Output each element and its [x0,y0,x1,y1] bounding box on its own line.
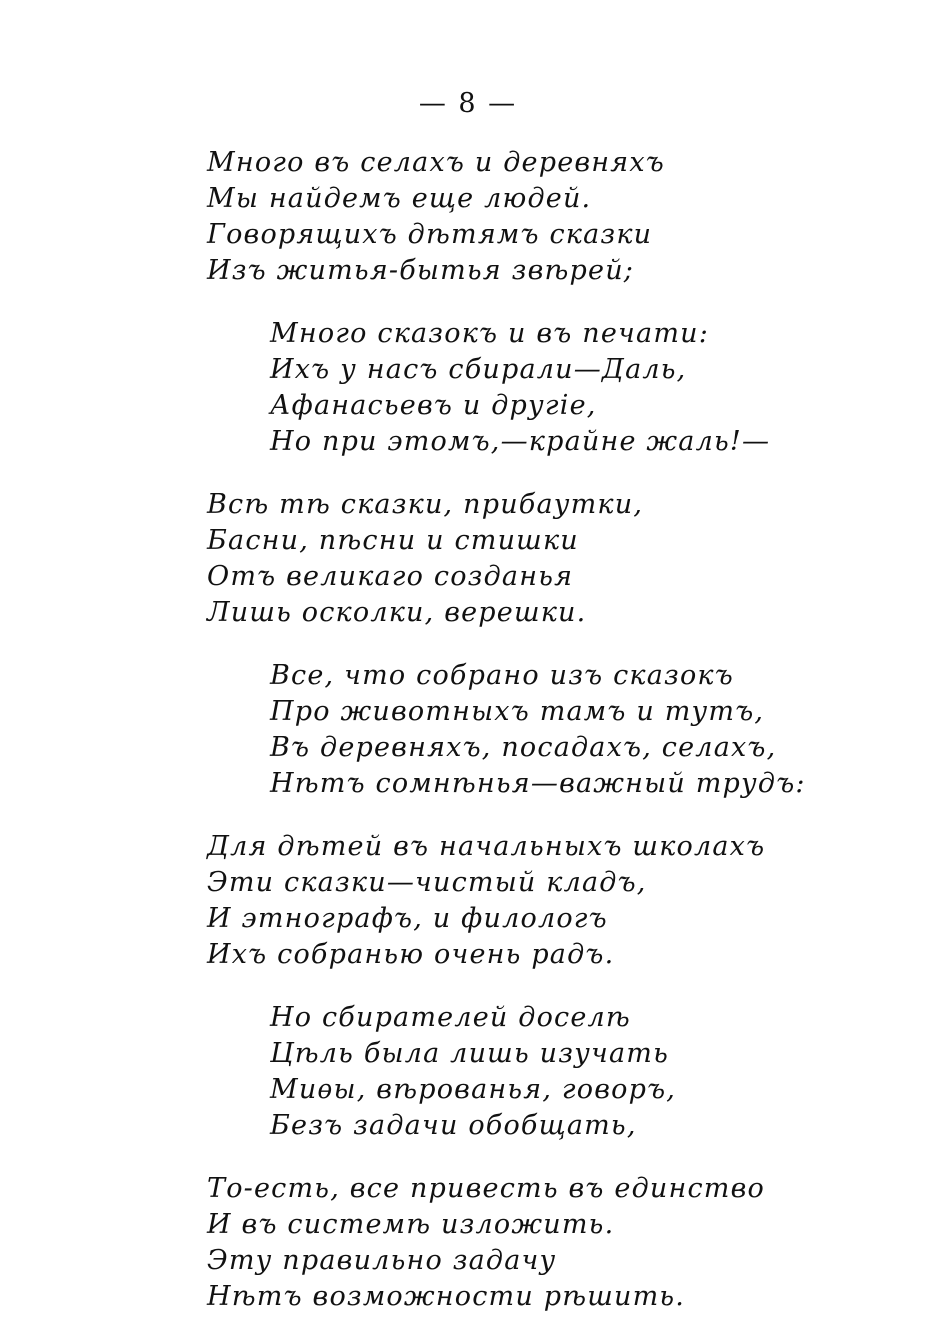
verse-line: Эту правильно задачу [207,1245,557,1276]
verse-line: Но сбирателей доселѣ [270,1002,631,1033]
stanza-1 [0,145,936,289]
verse-line: То-есть, все привесть въ единство [207,1173,765,1204]
stanza-7 [0,1171,936,1315]
verse-line: Всѣ тѣ сказки, прибаутки, [207,489,644,520]
stanza-4 [0,658,936,802]
verse-line: И этнографъ, и филологъ [207,903,608,934]
stanza-3 [0,487,936,631]
verse-line: Много сказокъ и въ печати: [270,318,710,349]
verse-line: Ихъ у насъ сбирали—Даль, [270,354,687,385]
stanza-6 [0,1000,936,1144]
page-number: — 8 — [418,88,518,119]
verse-line: Для дѣтей въ начальныхъ школахъ [207,831,766,862]
verse-line: Цѣль была лишь изучать [270,1038,669,1069]
verse-line: Отъ великаго созданья [207,561,574,592]
stanza-2 [0,316,936,460]
verse-line: Эти сказки—чистый кладъ, [207,867,647,898]
poem-text [0,145,936,1315]
stanza-5 [0,829,936,973]
verse-line: Все, что собрано изъ сказокъ [270,660,734,691]
verse-line: Въ деревняхъ, посадахъ, селахъ, [270,732,777,763]
verse-line: Миѳы, вѣрованья, говоръ, [270,1074,677,1105]
verse-line: Про животныхъ тамъ и тутъ, [270,696,765,727]
verse-line: Ихъ собранью очень радъ. [207,939,615,970]
verse-line: Басни, пѣсни и стишки [207,525,579,556]
verse-line: Мы найдемъ еще людей. [207,183,592,214]
verse-line: Изъ житья-бытья звѣрей; [207,255,635,286]
verse-line: Безъ задачи обобщать, [270,1110,637,1141]
verse-line: Много въ селахъ и деревняхъ [207,147,665,178]
verse-line: И въ системѣ изложить. [207,1209,615,1240]
verse-line: Но при этомъ,—крайне жаль!— [270,426,771,457]
verse-line: Нѣтъ возможности рѣшить. [207,1281,686,1312]
verse-line: Говорящихъ дѣтямъ сказки [207,219,653,250]
verse-line: Нѣтъ сомнѣнья—важный трудъ: [270,768,806,799]
verse-line: Афанасьевъ и другіе, [270,390,597,421]
verse-line: Лишь осколки, верешки. [207,597,587,628]
